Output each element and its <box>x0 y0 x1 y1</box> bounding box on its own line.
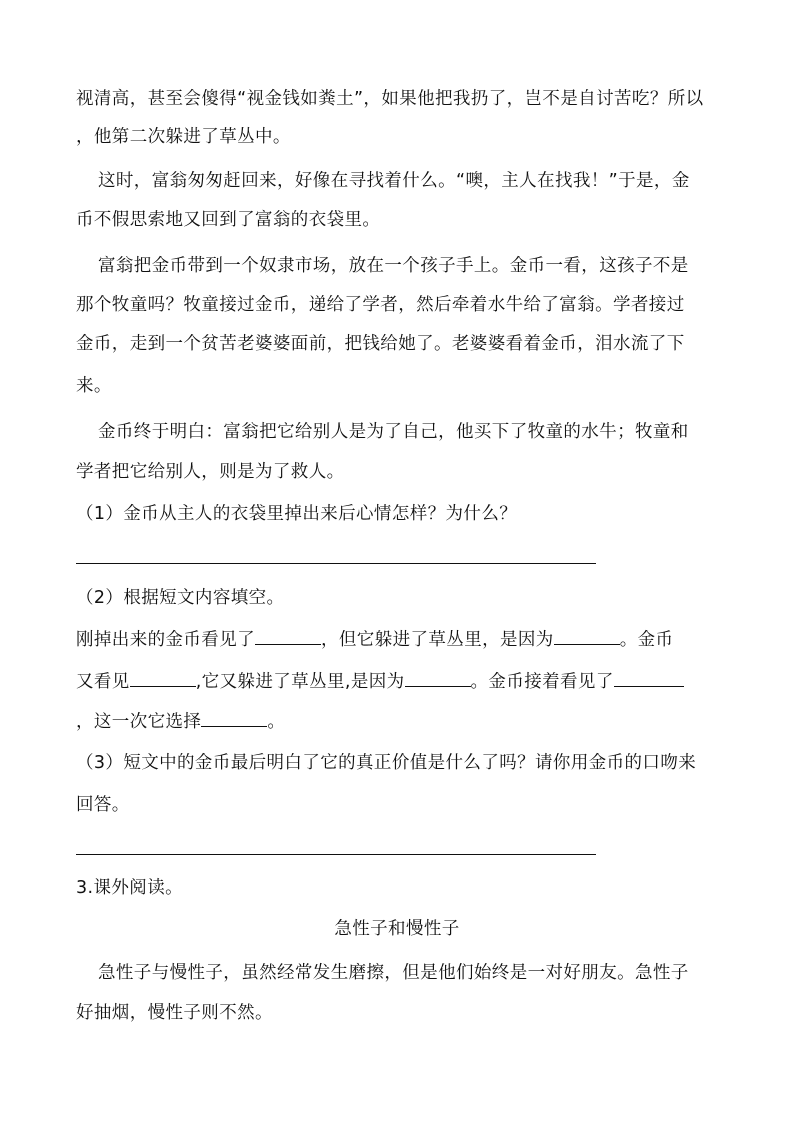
story-line: 币不假思索地又回到了富翁的衣袋里。 <box>76 210 381 230</box>
fill-blank[interactable] <box>614 670 684 687</box>
answer-line-q3[interactable] <box>76 854 596 855</box>
story-paragraph: 金币终于明白：富翁把它给别人是为了自己，他买下了牧童的水牛；牧童和 <box>98 422 689 442</box>
question-1: （1）金币从主人的衣袋里掉出来后心情怎样？为什么？ <box>76 504 518 524</box>
question-3: （3）短文中的金币最后明白了它的真正价值是什么了吗？请你用金币的口吻来 <box>76 753 697 773</box>
story-line: 学者把它给别人，则是为了救人。 <box>76 462 345 482</box>
question-2-line-1 <box>76 628 673 651</box>
fill-blank[interactable] <box>554 628 620 645</box>
story-line: 那个牧童吗？牧童接过金币，递给了学者，然后牵着水牛给了富翁。学者接过 <box>76 295 685 315</box>
passage-line: 好抽烟，慢性子则不然。 <box>76 1003 273 1023</box>
q2-text: 。金币接着看见了 <box>470 672 614 692</box>
q2-text: 。金币 <box>619 630 674 650</box>
fill-blank[interactable] <box>201 710 267 727</box>
fill-blank[interactable] <box>255 628 321 645</box>
question-2-title: （2）根据短文内容填空。 <box>76 588 285 608</box>
story-paragraph: 这时，富翁匆匆赶回来，好像在寻找着什么。“噢，主人在找我！”于是，金 <box>98 171 690 191</box>
story-paragraph: 富翁把金币带到一个奴隶市场，放在一个孩子手上。金币一看，这孩子不是 <box>98 256 689 276</box>
fill-blank[interactable] <box>130 670 196 687</box>
question-2-line-2 <box>76 670 684 693</box>
story-line: ，他第二次躲进了草丛中。 <box>76 127 291 147</box>
q2-text: ，但它躲进了草丛里，是因为 <box>321 630 554 650</box>
q2-text: 。 <box>267 712 286 732</box>
answer-line-q1[interactable] <box>76 563 596 564</box>
passage-title: 急性子和慢性子 <box>334 919 460 939</box>
passage-paragraph: 急性子与慢性子，虽然经常发生磨擦，但是他们始终是一对好朋友。急性子 <box>98 963 689 983</box>
story-line: 金币，走到一个贫苦老婆婆面前，把钱给她了。老婆婆看着金币，泪水流了下 <box>76 334 685 354</box>
question-3-cont: 回答。 <box>76 795 130 815</box>
q2-text: ,它又躲进了草丛里,是因为 <box>195 672 405 692</box>
section-heading: 3.课外阅读。 <box>76 878 183 898</box>
q2-text: 又看见 <box>76 672 130 692</box>
question-2-line-3 <box>76 710 285 733</box>
q2-text: ，这一次它选择 <box>76 712 202 732</box>
fill-blank[interactable] <box>405 670 471 687</box>
q2-text: 刚掉出来的金币看见了 <box>76 630 255 650</box>
story-line: 来。 <box>76 376 112 396</box>
story-line: 视清高，甚至会傻得“视金钱如粪土”，如果他把我扔了，岂不是自讨苦吃？所以 <box>76 89 704 109</box>
